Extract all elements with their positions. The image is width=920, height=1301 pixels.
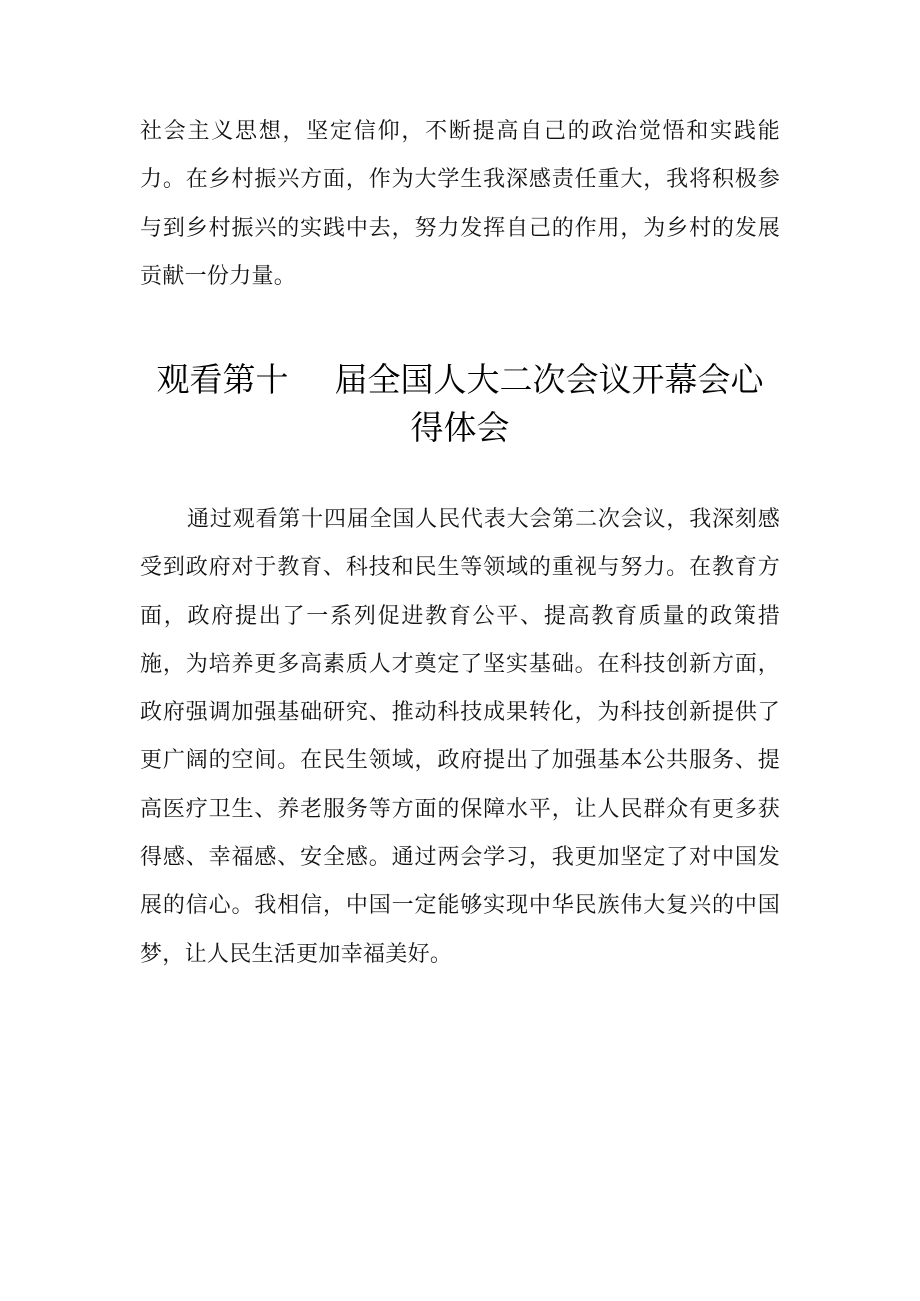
body-paragraph: 通过观看第十四届全国人民代表大会第二次会议，我深刻感受到政府对于教育、科技和民生等领域的重视与努力。在教育方面，政府提出了一系列促进教育公平、提高教育质量的政策措施，为培养更多高素质人才奠定了坚实基础。在科技创新方面，政府强调加强基础研究、推动科技成果转化，为科技创新提供了更广阔的空间。在民生领域，政府提出了加强基本公共服务、提高医疗卫生、养老服务等方面的保障水平，让人民群众有更多获得感、幸福感、安全感。通过两会学习，我更加坚定了对中国发展的信心。我相信，中国一定能够实现中华民族伟大复兴的中国梦，让人民生活更加幸福美好。: [140, 507, 780, 967]
article-title: [110, 356, 810, 452]
title-part-3: 得体会: [410, 408, 510, 447]
continuation-paragraph: 社会主义思想，坚定信仰，不断提高自己的政治觉悟和实践能力。在乡村振兴方面，作为大学生我深感责任重大，我将积极参与到乡村振兴的实践中去，努力发挥自己的作用，为乡村的发展贡献一份力量。: [140, 119, 780, 289]
title-part-2: 届全国人大二次会议开幕会心: [334, 360, 764, 399]
title-part-1: 观看第十: [156, 360, 289, 399]
